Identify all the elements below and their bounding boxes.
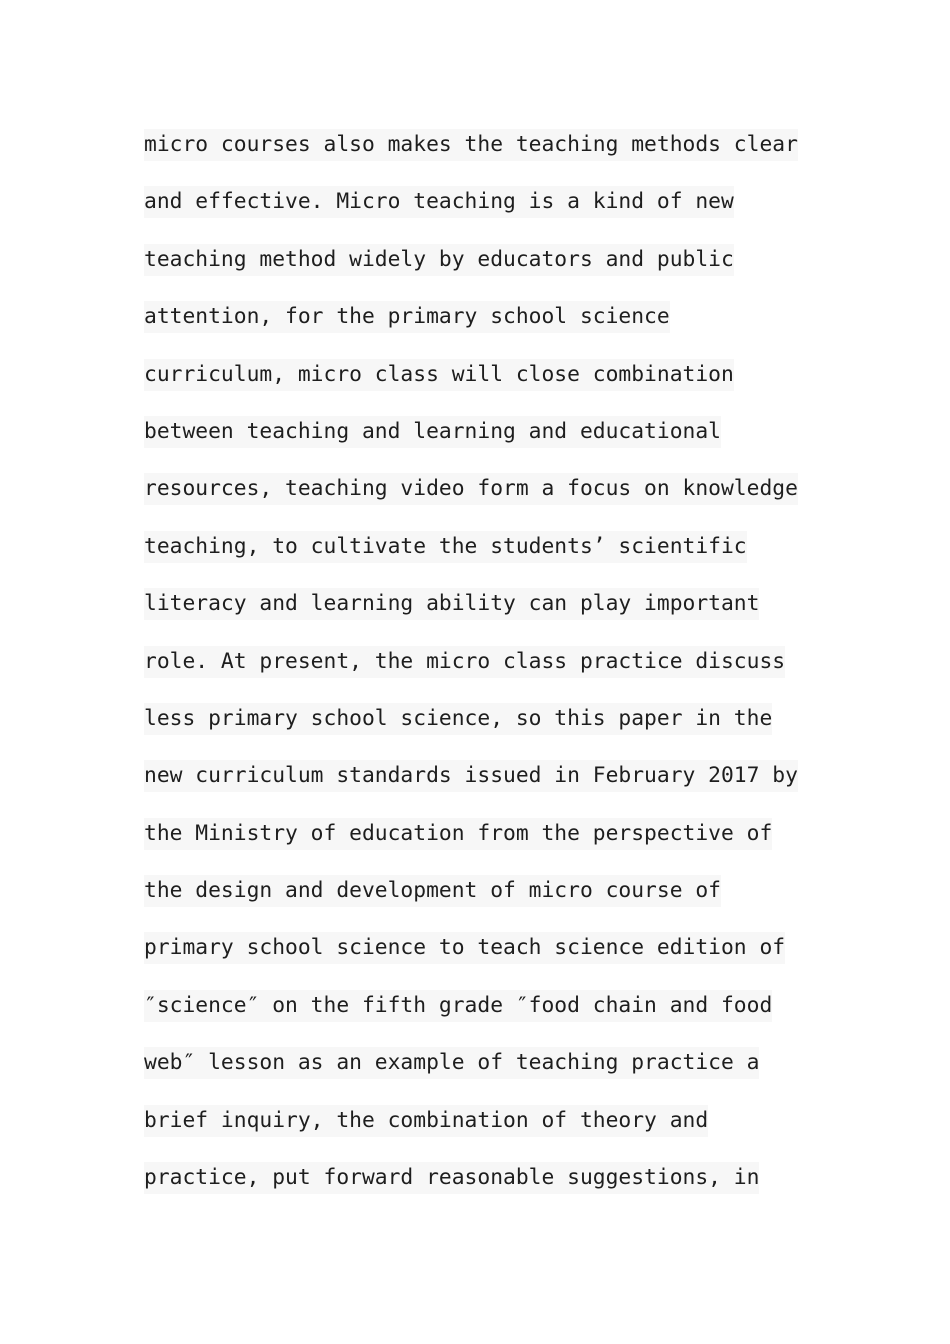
- text-line: [144, 129, 824, 186]
- text-line: [144, 760, 824, 817]
- text-line-content: literacy and learning ability can play important: [144, 588, 759, 620]
- text-line: [144, 1105, 824, 1162]
- text-line: [144, 932, 824, 989]
- text-line-content: teaching, to cultivate the students’ scientific: [144, 531, 747, 563]
- text-line: [144, 703, 824, 760]
- text-line-content: web″ lesson as an example of teaching practice a: [144, 1047, 759, 1079]
- text-line-content: practice, put forward reasonable suggestions, in: [144, 1162, 759, 1194]
- text-line-content: primary school science to teach science edition of: [144, 932, 785, 964]
- text-line-content: resources, teaching video form a focus on knowledge: [144, 473, 798, 505]
- text-line-content: attention, for the primary school science: [144, 301, 670, 333]
- text-line: [144, 818, 824, 875]
- text-line: [144, 359, 824, 416]
- text-line: [144, 990, 824, 1047]
- text-line-content: the Ministry of education from the perspective of: [144, 818, 772, 850]
- text-line: [144, 1162, 824, 1219]
- text-line: [144, 416, 824, 473]
- text-line-content: teaching method widely by educators and public: [144, 244, 734, 276]
- text-line-content: the design and development of micro course of: [144, 875, 721, 907]
- text-line: [144, 473, 824, 530]
- text-line: [144, 588, 824, 645]
- text-line-content: between teaching and learning and educational: [144, 416, 721, 448]
- text-line: [144, 875, 824, 932]
- text-line: [144, 531, 824, 588]
- text-line-content: and effective. Micro teaching is a kind of new: [144, 186, 734, 218]
- text-line-content: brief inquiry, the combination of theory and: [144, 1105, 708, 1137]
- text-line: [144, 186, 824, 243]
- text-line: [144, 1047, 824, 1104]
- text-line-content: less primary school science, so this paper in the: [144, 703, 772, 735]
- text-line-content: ″science″ on the fifth grade ″food chain and food: [144, 990, 772, 1022]
- text-line: [144, 301, 824, 358]
- text-line-content: new curriculum standards issued in February 2017 by: [144, 760, 798, 792]
- text-line: [144, 244, 824, 301]
- body-paragraph: [144, 129, 824, 1219]
- text-line-content: micro courses also makes the teaching methods clear: [144, 129, 798, 161]
- text-line-content: curriculum, micro class will close combination: [144, 359, 734, 391]
- text-line-content: role. At present, the micro class practice discuss: [144, 646, 785, 678]
- text-line: [144, 646, 824, 703]
